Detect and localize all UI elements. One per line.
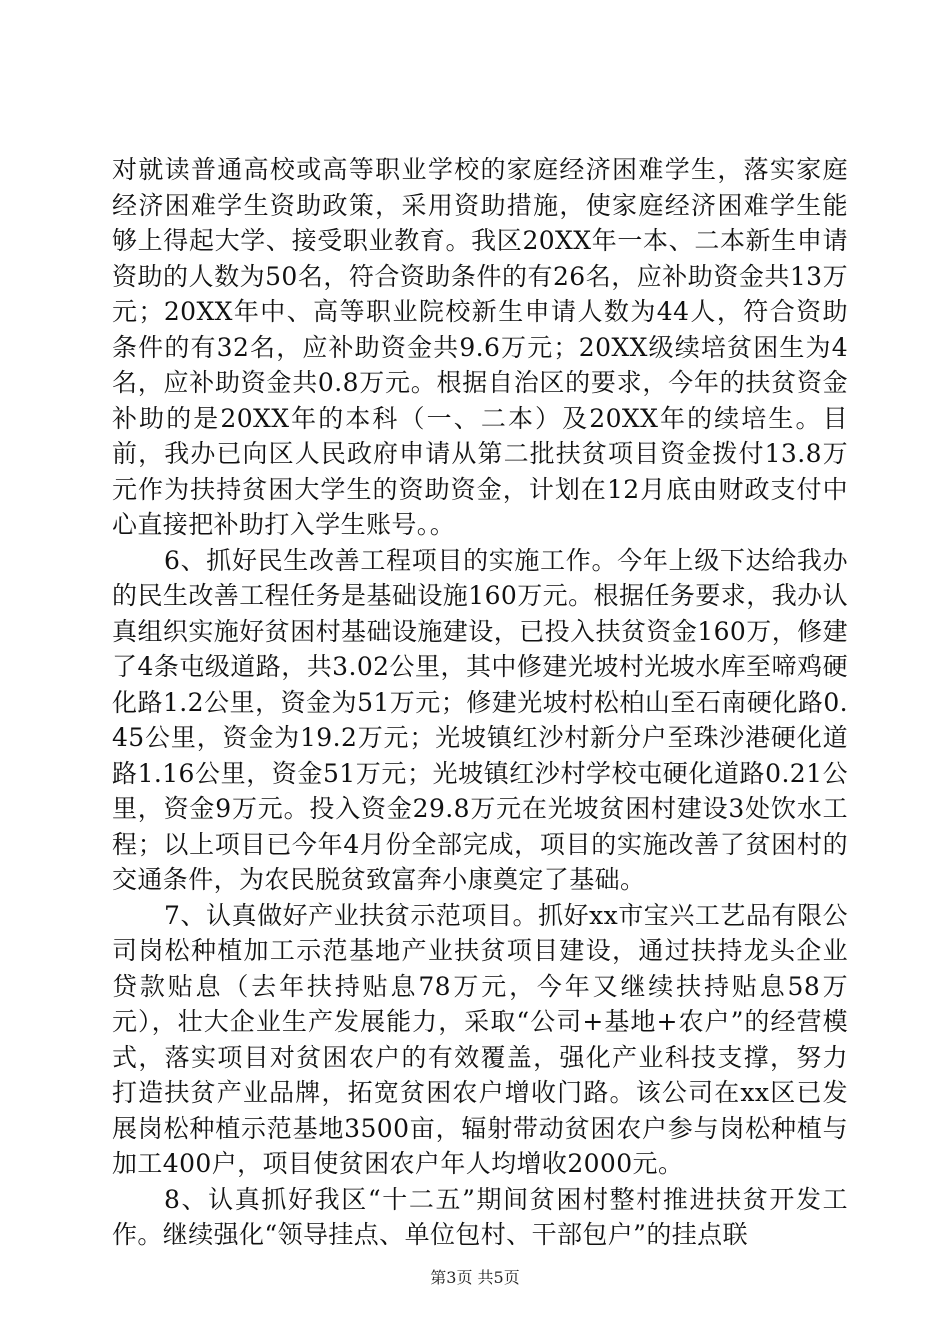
- paragraph-industry-project: 7、认真做好产业扶贫示范项目。抓好xx市宝兴工艺品有限公司岗松种植加工示范基地产业扶贫项目建设，通过扶持龙头企业贷款贴息（去年扶持贴息78万元，今年又继续扶持贴息58万元），壮大企业生产发展能力，采取“公司+基地+农户”的经营模式，落实项目对贫困农户的有效覆盖，强化产业科技支撑，努力打造扶贫产业品牌，拓宽贫困农户增收门路。该公司在xx区已发展岗松种植示范基地3500亩，辐射带动贫困农户参与岗松种植与加工400户，项目使贫困农户年人均增收2000元。: [112, 900, 848, 1178]
- document-body: [112, 152, 848, 1253]
- paragraph-student-aid: 对就读普通高校或高等职业学校的家庭经济困难学生，落实家庭经济困难学生资助政策，采用资助措施，使家庭经济困难学生能够上得起大学、接受职业教育。我区20XX年一本、二本新生申请资助的人数为50名，符合资助条件的有26名，应补助资金共13万元；20XX年中、高等职业院校新生申请人数为44人，符合资助条件的有32名，应补助资金共9.6万元；20XX级续培贫困生为4名，应补助资金共0.8万元。根据自治区的要求，今年的扶贫资金补助的是20XX年的本科（一、二本）及20XX年的续培生。目前，我办已向区人民政府申请从第二批扶贫项目资金拨付13.8万元作为扶持贫困大学生的资助资金，计划在12月底由财政支付中心直接把补助打入学生账号。。: [112, 155, 848, 539]
- paragraph-livelihood-project: 6、抓好民生改善工程项目的实施工作。今年上级下达给我办的民生改善工程任务是基础设施160万元。根据任务要求，我办认真组织实施好贫困村基础设施建设，已投入扶贫资金160万，修建了4条屯级道路，共3.02公里，其中修建光坡村光坡水库至啼鸡硬化路1.2公里，资金为51万元；修建光坡村松柏山至石南硬化路0.45公里，资金为19.2万元；光坡镇红沙村新分户至珠沙港硬化道路1.16公里，资金51万元；光坡镇红沙村学校屯硬化道路0.21公里，资金9万元。投入资金29.8万元在光坡贫困村建设3处饮水工程；以上项目已今年4月份全部完成，项目的实施改善了贫困村的交通条件，为农民脱贫致富奔小康奠定了基础。: [112, 545, 848, 894]
- page-number-footer: 第3页 共5页: [430, 1268, 520, 1287]
- paragraph-village-development: 8、认真抓好我区“十二五”期间贫困村整村推进扶贫开发工作。继续强化“领导挂点、单位包村、干部包户”的挂点联: [112, 1184, 848, 1249]
